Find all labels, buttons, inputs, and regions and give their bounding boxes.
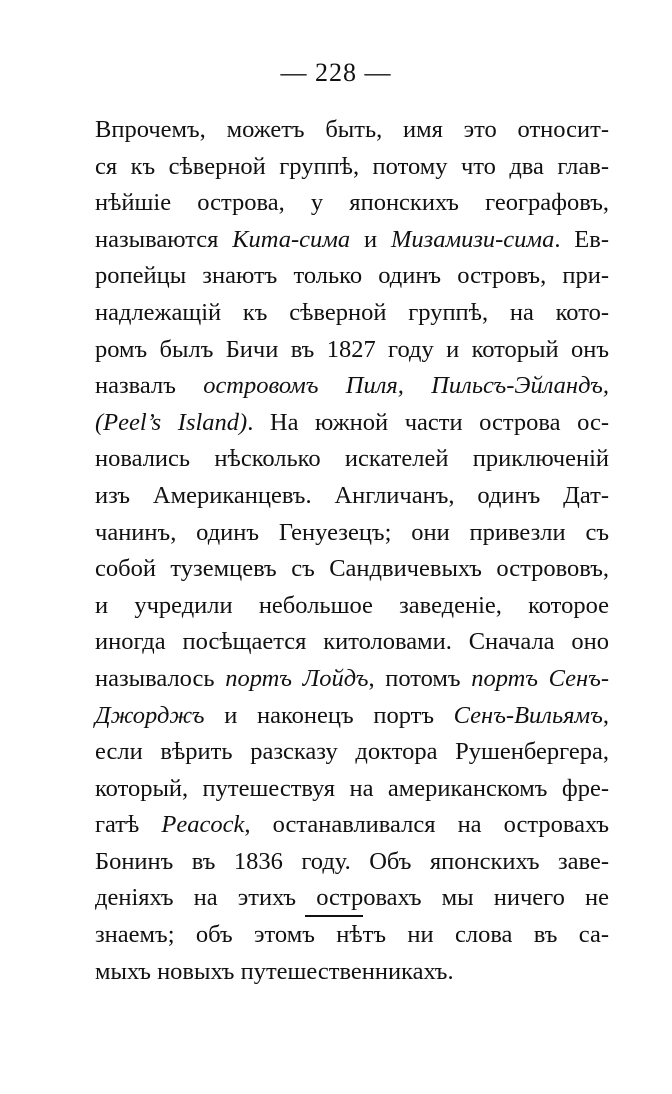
text-line: новались нѣсколько искателей приключеній bbox=[95, 445, 609, 473]
text-line: чанинъ, одинъ Генуезецъ; они привезли съ bbox=[95, 518, 609, 546]
text-line bbox=[95, 698, 609, 735]
text-segment: называются bbox=[95, 225, 233, 253]
text-line bbox=[95, 368, 609, 405]
text-line: ся къ сѣверной группѣ, потому что два глав- bbox=[95, 152, 609, 180]
italic-place-name: Сенъ-Вильямъ bbox=[453, 701, 603, 729]
text-segment: , останавливался на островахъ bbox=[244, 811, 609, 839]
text-line: если вѣрить разсказу доктора Рушенбергера, bbox=[95, 738, 609, 766]
body-paragraph bbox=[95, 112, 609, 990]
text-line: знаемъ; объ этомъ нѣтъ ни слова въ са- bbox=[95, 921, 609, 949]
text-line: собой туземцевъ съ Сандвичевыхъ острововъ, bbox=[95, 555, 609, 583]
text-line bbox=[95, 807, 609, 844]
text-segment: . На южной части острова ос- bbox=[247, 408, 609, 436]
text-line: надлежащій къ сѣверной группѣ, на кото- bbox=[95, 298, 609, 326]
page-number: — 228 — bbox=[280, 58, 392, 87]
italic-place-name: портъ Лойдъ bbox=[225, 664, 369, 692]
text-line: и учредили небольшое заведеніе, которое bbox=[95, 591, 609, 619]
text-line: нѣйшіе острова, у японскихъ географовъ, bbox=[95, 189, 609, 217]
text-line: деніяхъ на этихъ островахъ мы ничего не bbox=[95, 884, 609, 912]
text-line: мыхъ новыхъ путешественникахъ. bbox=[95, 957, 454, 985]
section-divider bbox=[305, 915, 363, 917]
italic-place-name: Джорджъ bbox=[95, 701, 205, 729]
text-line: который, путешествуя на американскомъ фре- bbox=[95, 774, 609, 802]
text-line: Впрочемъ, можетъ быть, имя это относит- bbox=[95, 116, 609, 143]
text-line: изъ Американцевъ. Англичанъ, одинъ Дат- bbox=[95, 481, 609, 509]
italic-place-name: портъ Сенъ- bbox=[471, 664, 610, 692]
italic-ship-name: Peacock bbox=[161, 811, 245, 839]
italic-place-name: островомъ Пиля, Пильсъ-Эйландъ, bbox=[203, 372, 609, 400]
text-segment: , bbox=[602, 701, 609, 729]
text-segment: называлось bbox=[95, 664, 226, 692]
text-segment: . Ев- bbox=[554, 225, 609, 253]
text-segment: и наконецъ портъ bbox=[204, 701, 454, 729]
text-line: иногда посѣщается китоловами. Сначала оно bbox=[95, 628, 609, 656]
text-segment: гатѣ bbox=[95, 811, 162, 839]
italic-place-name: Кита-сима bbox=[232, 225, 351, 253]
text-segment: , потомъ bbox=[368, 664, 472, 692]
text-line: ропейцы знаютъ только одинъ островъ, при- bbox=[95, 262, 609, 290]
text-line bbox=[95, 661, 609, 698]
text-line: ромъ былъ Бичи въ 1827 году и который онъ bbox=[95, 335, 609, 363]
italic-place-name: Мизамизи-сима bbox=[390, 225, 555, 253]
text-segment: и bbox=[350, 225, 391, 253]
text-line bbox=[95, 405, 609, 442]
text-line: Бонинъ въ 1836 году. Объ японскихъ заве- bbox=[95, 847, 609, 875]
text-segment: назвалъ bbox=[95, 372, 204, 400]
italic-place-name: (Peel’s Island) bbox=[95, 408, 248, 436]
text-line bbox=[95, 222, 609, 259]
